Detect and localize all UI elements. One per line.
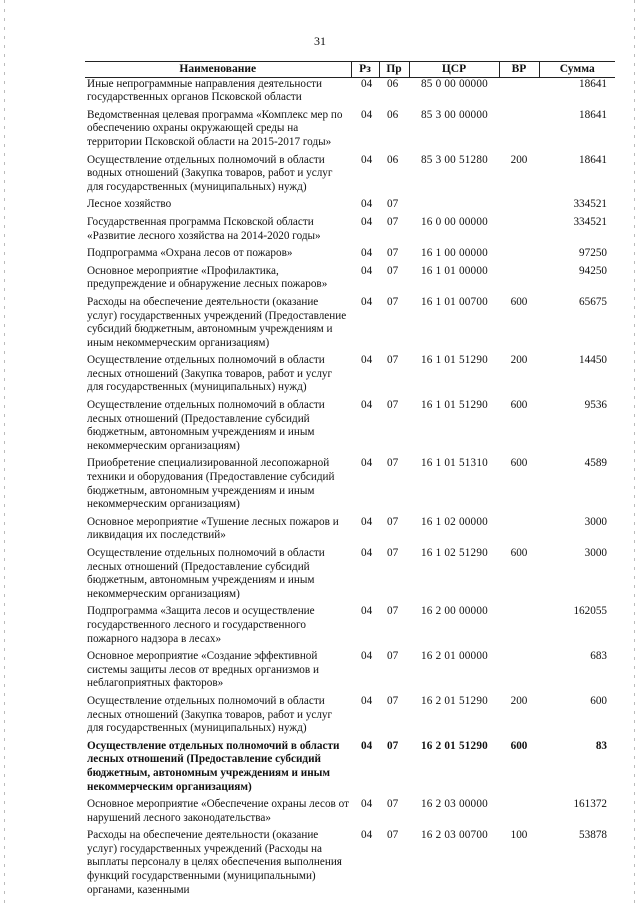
cell-sum: 9536 (584, 399, 607, 412)
scan-edge-left (4, 0, 5, 905)
cell-csr: 16 2 01 00000 (421, 650, 488, 663)
cell-rz: 04 (361, 295, 373, 308)
cell-csr: 85 0 00 00000 (421, 77, 488, 90)
cell-vr (499, 212, 539, 243)
cell-sum: 18641 (579, 77, 607, 90)
cell-rz: 04 (361, 198, 373, 211)
table-row (85, 261, 615, 292)
cell-csr: 85 3 00 51280 (421, 153, 488, 166)
cell-rz: 04 (361, 354, 373, 367)
cell-csr: 16 0 00 00000 (421, 215, 488, 228)
table-row (85, 105, 615, 150)
cell-vr: 100 (510, 829, 528, 842)
cell-pr: 07 (387, 215, 399, 228)
cell-pr: 07 (387, 198, 399, 211)
cell-csr: 16 1 01 51310 (421, 457, 488, 470)
cell-vr (499, 261, 539, 292)
cell-name: Основное мероприятие «Создание эффективной системы защиты лесов от вредных организмов и неблагоприятных факторов» (87, 650, 319, 690)
cell-vr: 600 (510, 295, 528, 308)
cell-rz: 04 (361, 247, 373, 260)
cell-rz: 04 (361, 547, 373, 559)
header-name: Наименование (85, 62, 351, 78)
cell-sum: 4589 (584, 457, 607, 470)
cell-sum: 161372 (573, 798, 607, 811)
cell-csr: 16 2 03 00700 (421, 829, 488, 842)
cell-name: Подпрограмма «Охрана лесов от пожаров» (87, 247, 293, 260)
cell-rz: 04 (361, 515, 373, 528)
cell-sum: 18641 (579, 153, 607, 166)
cell-name: Осуществление отдельных полномочий в области лесных отношений (Предоставление субсидий бюджетным, автономным учреждениям и иным некоммерческим организациям) (87, 739, 340, 793)
header-pr: Пр (379, 62, 409, 78)
cell-csr: 16 1 02 51290 (421, 547, 488, 559)
cell-pr: 07 (387, 739, 399, 752)
cell-rz: 04 (361, 650, 373, 663)
cell-rz: 04 (361, 457, 373, 470)
table-row (85, 512, 615, 543)
cell-pr: 07 (387, 650, 399, 663)
table-body (85, 77, 615, 897)
cell-csr: 16 1 02 00000 (421, 515, 488, 528)
table-row (85, 395, 615, 453)
cell-pr: 07 (387, 295, 399, 308)
cell-pr: 07 (387, 264, 399, 277)
cell-sum: 683 (590, 650, 607, 663)
cell-sum: 65675 (579, 295, 607, 308)
cell-name: Расходы на обеспечение деятельности (оказание услуг) государственных учреждений (Предоставление субсидий бюджетным, автономным учреждениям и иным некоммерческим организациям) (87, 295, 347, 349)
cell-name: Осуществление отдельных полномочий в области лесных отношений (Закупка товаров, работ и услуг для государственных (муниципальных) нужд) (87, 694, 333, 735)
table-row (85, 646, 615, 691)
table-row (85, 350, 615, 395)
cell-name: Иные непрограммные направления деятельности государственных органов Псковской области (87, 77, 323, 104)
cell-vr (499, 77, 539, 105)
cell-vr (499, 194, 539, 212)
cell-rz: 04 (361, 399, 373, 412)
cell-rz: 04 (361, 739, 373, 752)
cell-rz: 04 (361, 215, 373, 228)
cell-csr: 16 1 01 00700 (421, 295, 488, 308)
cell-name: Осуществление отдельных полномочий в области лесных отношений (Закупка товаров, работ и услуг для государственных (муниципальных) нужд) (87, 354, 333, 394)
cell-name: Основное мероприятие «Обеспечение охраны лесов от нарушений лесного законодательства» (87, 798, 349, 824)
cell-sum: 97250 (579, 247, 607, 260)
cell-name: Государственная программа Псковской области «Развитие лесного хозяйства на 2014-2020 годы» (87, 215, 321, 242)
cell-csr: 16 2 01 51290 (421, 739, 488, 752)
cell-name: Лесное хозяйство (87, 198, 172, 211)
cell-rz: 04 (361, 264, 373, 277)
header-rz: Рз (351, 62, 379, 78)
table-row (85, 194, 615, 212)
cell-rz: 04 (361, 153, 373, 166)
cell-csr: 16 2 00 00000 (421, 605, 488, 618)
cell-vr (499, 105, 539, 150)
cell-vr: 600 (510, 739, 528, 752)
cell-sum: 600 (590, 694, 607, 707)
table-row (85, 601, 615, 646)
table-row (85, 736, 615, 794)
cell-pr: 06 (387, 77, 399, 90)
cell-csr: 16 1 01 51290 (421, 354, 488, 367)
cell-rz: 04 (361, 77, 373, 90)
cell-vr: 600 (510, 457, 528, 470)
cell-name: Ведомственная целевая программа «Комплекс мер по обеспечению охраны окружающей среды на территории Псковской области на 2015-2017 годы» (87, 108, 343, 148)
cell-sum: 3000 (584, 547, 607, 559)
table-row (85, 543, 615, 601)
cell-name: Основное мероприятие «Профилактика, предупреждение и обнаружение лесных пожаров» (87, 264, 328, 291)
cell-vr: 600 (510, 399, 528, 412)
cell-sum: 83 (595, 739, 607, 752)
cell-vr: 600 (510, 547, 528, 559)
cell-pr: 07 (387, 798, 399, 811)
cell-csr (409, 194, 499, 212)
cell-sum: 14450 (579, 354, 607, 367)
cell-csr: 16 1 01 00000 (421, 264, 488, 277)
cell-pr: 07 (387, 399, 399, 412)
budget-table (85, 61, 615, 897)
cell-sum: 94250 (579, 264, 607, 277)
scan-edge-right (634, 0, 635, 905)
cell-pr: 07 (387, 694, 399, 707)
cell-name: Осуществление отдельных полномочий в области лесных отношений (Предоставление субсидий бюджетным, автономным учреждениям и иным некоммерческим организациям) (87, 547, 325, 600)
table-row (85, 243, 615, 261)
table-row (85, 292, 615, 350)
cell-vr (499, 601, 539, 646)
header-sum: Сумма (539, 62, 615, 78)
cell-pr: 07 (387, 829, 399, 842)
header-csr: ЦСР (409, 62, 499, 78)
cell-pr: 07 (387, 354, 399, 367)
cell-pr: 06 (387, 153, 399, 166)
cell-vr: 200 (510, 153, 528, 166)
table-row (85, 453, 615, 511)
cell-csr: 85 3 00 00000 (421, 108, 488, 121)
table-row (85, 150, 615, 195)
cell-vr: 200 (510, 354, 528, 367)
cell-rz: 04 (361, 829, 373, 842)
table-row (85, 825, 615, 897)
cell-sum: 334521 (573, 198, 607, 211)
cell-name: Осуществление отдельных полномочий в области лесных отношений (Предоставление субсидий бюджетным, автономным учреждениям и иным некоммерческим организациям) (87, 399, 325, 452)
cell-name: Подпрограмма «Защита лесов и осуществление государственного лесного и государственного пожарного надзора в лесах» (87, 605, 315, 645)
cell-csr: 16 1 00 00000 (421, 247, 488, 260)
cell-vr (499, 794, 539, 825)
cell-pr: 07 (387, 457, 399, 470)
cell-sum: 334521 (573, 215, 607, 228)
cell-pr: 06 (387, 108, 399, 121)
table-row (85, 77, 615, 105)
cell-pr: 07 (387, 605, 399, 618)
table-row (85, 212, 615, 243)
cell-csr: 16 2 01 51290 (421, 694, 488, 707)
cell-csr: 16 2 03 00000 (421, 798, 488, 811)
cell-sum: 3000 (584, 515, 607, 528)
cell-pr: 07 (387, 247, 399, 260)
cell-rz: 04 (361, 605, 373, 618)
cell-vr (499, 512, 539, 543)
cell-pr: 07 (387, 547, 399, 559)
table-header-row (85, 62, 615, 78)
cell-name: Основное мероприятие «Тушение лесных пожаров и ликвидация их последствий» (87, 515, 339, 542)
cell-vr: 200 (510, 694, 528, 707)
table-row (85, 794, 615, 825)
cell-pr: 07 (387, 515, 399, 528)
page-number: 31 (314, 34, 326, 48)
cell-name: Приобретение специализированной лесопожарной техники и оборудования (Предоставление субсидий бюджетным, автономным учреждениям и иным некоммерческим организациям) (87, 457, 335, 511)
cell-vr (499, 243, 539, 261)
header-vr: ВР (499, 62, 539, 78)
cell-rz: 04 (361, 108, 373, 121)
cell-sum: 18641 (579, 108, 607, 121)
cell-name: Осуществление отдельных полномочий в области водных отношений (Закупка товаров, работ и услуг для государственных (муниципальных) нужд) (87, 153, 333, 193)
cell-csr: 16 1 01 51290 (421, 399, 488, 412)
cell-rz: 04 (361, 694, 373, 707)
cell-name: Расходы на обеспечение деятельности (оказание услуг) государственных учреждений (Расходы на выплаты персоналу в целях обеспечения выполнения функций государственными (муниципальными) органами, казенными (87, 829, 342, 896)
cell-sum: 53878 (579, 829, 607, 842)
table-row (85, 691, 615, 736)
cell-rz: 04 (361, 798, 373, 811)
cell-vr (499, 646, 539, 691)
cell-sum: 162055 (573, 605, 607, 618)
